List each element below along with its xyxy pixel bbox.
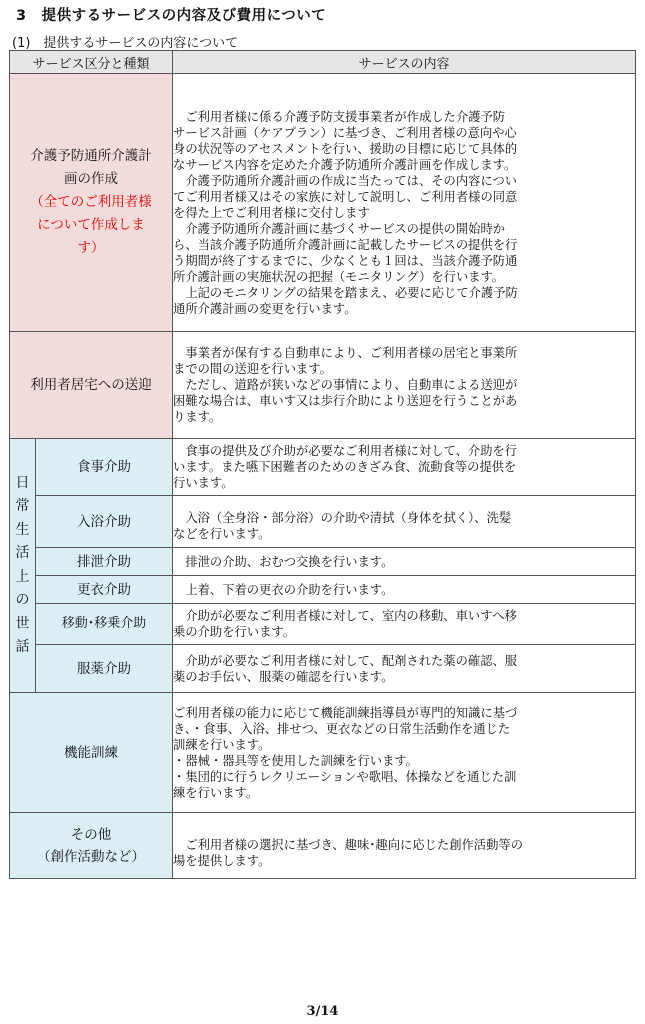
content-line: 介護予防通所介護計画の作成に当たっては、その内容につい xyxy=(173,173,518,188)
vertical-char: の xyxy=(15,592,30,608)
training-label: 機能訓練 xyxy=(10,693,173,813)
content-line: 薬のお手伝い、服薬の確認を行います。 xyxy=(173,669,394,684)
table-row-transport xyxy=(10,332,636,439)
medication-label: 服薬介助 xyxy=(36,645,173,693)
meal-label: 食事介助 xyxy=(36,439,173,496)
content-line: ご利用者様の選択に基づき、趣味･趣向に応じた創作活動等の xyxy=(173,837,523,852)
content-line: ります。 xyxy=(173,410,222,424)
content-line: 事業者が保有する自動車により、ご利用者様の居宅と事業所 xyxy=(173,346,518,360)
table-header-row xyxy=(10,51,636,74)
care-plan-note-line: について作成しま xyxy=(37,217,145,233)
table-row-meal xyxy=(10,439,636,496)
header-service-content: サービスの内容 xyxy=(173,51,636,74)
content-line: き、・食事、入浴、排せつ、更衣などの日常生活動作を通じた xyxy=(173,721,511,736)
dressing-label: 更衣介助 xyxy=(36,576,173,604)
content-line: サービス計画（ケアプラン）に基づき、ご利用者様の意向や心 xyxy=(173,125,517,140)
excretion-label: 排泄介助 xyxy=(36,548,173,576)
content-line: ・集団的に行うレクリエーションや歌唱、体操などを通じた訓 xyxy=(173,769,517,784)
content-line: 介助が必要なご利用者様に対して、配剤された薬の確認、服 xyxy=(173,653,518,668)
vertical-char: 世 xyxy=(15,615,30,632)
table-row-bath xyxy=(10,496,636,548)
content-line: なサービス内容を定めた介護予防通所介護計画を作成します。 xyxy=(173,157,517,172)
content-line: 食事の提供及び介助が必要なご利用者様に対して、介助を行 xyxy=(173,444,518,458)
content-line: ただし、道路が狭いなどの事情により、自動車による送迎が xyxy=(173,378,518,392)
table-row-transfer xyxy=(10,604,636,645)
content-line: ら、当該介護予防通所介護計画に記載したサービスの提供を行 xyxy=(173,237,518,252)
subsection-title: (1) 提供するサービスの内容について xyxy=(12,36,239,51)
dressing-content xyxy=(173,576,636,604)
page-number: 3/14 xyxy=(306,1004,339,1019)
daily-life-group-label xyxy=(10,439,36,693)
medication-content xyxy=(173,645,636,693)
table-row-medication xyxy=(10,645,636,693)
content-line: 入浴（全身浴・部分浴）の介助や清拭（身体を拭く）、洗髪 xyxy=(173,510,512,525)
vertical-char: 上 xyxy=(15,568,30,585)
training-content xyxy=(173,693,636,813)
care-plan-content xyxy=(173,74,636,332)
content-line: います。また嚥下困難者のためのきざみ食、流動食等の提供を xyxy=(173,460,517,474)
content-line: ご利用者様の能力に応じて機能訓練指導員が専門的知識に基づ xyxy=(173,705,518,720)
excretion-content xyxy=(173,548,636,576)
vertical-char: 常 xyxy=(15,498,30,514)
table-row-excretion xyxy=(10,548,636,576)
content-line: 困難な場合は、車いす又は歩行介助により送迎を行うことがあ xyxy=(173,394,518,408)
care-plan-note-line: （全てのご利用者様 xyxy=(30,194,152,210)
content-line: 身の状況等のアセスメントを行い、援助の目標に応じて具体的 xyxy=(173,141,518,156)
table-row-other xyxy=(10,813,636,879)
content-line: を得た上でご利用者様に交付します xyxy=(173,205,370,220)
transfer-label: 移動･移乗介助 xyxy=(36,604,173,645)
vertical-char: 活 xyxy=(15,545,30,561)
content-line: までの間の送迎を行います。 xyxy=(173,362,332,376)
vertical-char: 話 xyxy=(15,639,30,655)
content-line: 介助が必要なご利用者様に対して、室内の移動、車いすへ移 xyxy=(173,609,517,623)
content-line: 乗の介助を行います。 xyxy=(173,625,296,639)
meal-content xyxy=(173,439,636,496)
section-title: 3 提供するサービスの内容及び費用について xyxy=(16,8,327,24)
header-service-category: サービス区分と種類 xyxy=(10,51,173,74)
content-line: 上記のモニタリングの結果を踏まえ、必要に応じて介護予防 xyxy=(173,285,518,300)
bath-label: 入浴介助 xyxy=(36,496,173,548)
content-line: 訓練を行います。 xyxy=(173,737,271,752)
content-line: 場を提供します。 xyxy=(173,853,271,868)
care-plan-note-line: す） xyxy=(77,240,105,256)
table-row-dressing xyxy=(10,576,636,604)
content-line: 所介護計画の実施状況の把握（モニタリング）を行います。 xyxy=(173,269,505,284)
vertical-char: 生 xyxy=(15,521,30,538)
bath-content xyxy=(173,496,636,548)
table-row-training xyxy=(10,693,636,813)
table-row-care-plan xyxy=(10,74,636,332)
other-label-cell xyxy=(10,813,173,879)
content-line: などを行います。 xyxy=(173,526,271,541)
care-plan-label-line: 画の作成 xyxy=(64,171,118,187)
other-label-line: その他 xyxy=(70,826,112,843)
content-line: ・器械・器具等を使用した訓練を行います。 xyxy=(173,753,418,768)
content-line: う期間が終了するまでに、少なくとも１回は、当該介護予防通 xyxy=(173,253,518,268)
content-line: ご利用者様に係る介護予防支援事業者が作成した介護予防 xyxy=(173,109,506,124)
other-content xyxy=(173,813,636,879)
content-line: 上着、下着の更衣の介助を行います。 xyxy=(173,582,394,597)
other-label-line: （創作活動など） xyxy=(37,848,145,865)
care-plan-label-cell xyxy=(10,74,173,332)
care-plan-label-line: 介護予防通所介護計 xyxy=(30,148,152,164)
content-line: 練を行います。 xyxy=(173,785,259,800)
transport-content xyxy=(173,332,636,439)
transfer-content xyxy=(173,604,636,645)
vertical-char: 日 xyxy=(15,474,30,491)
services-table xyxy=(9,50,636,879)
content-line: 行います。 xyxy=(173,476,234,490)
content-line: 排泄の介助、おむつ交換を行います。 xyxy=(173,554,394,569)
content-line: てご利用者様又はその家族に対して説明し、ご利用者様の同意 xyxy=(173,189,518,204)
content-line: 介護予防通所介護計画に基づくサービスの提供の開始時か xyxy=(173,221,506,236)
content-line: 通所介護計画の変更を行います。 xyxy=(173,301,357,316)
transport-label: 利用者居宅への送迎 xyxy=(10,332,173,439)
